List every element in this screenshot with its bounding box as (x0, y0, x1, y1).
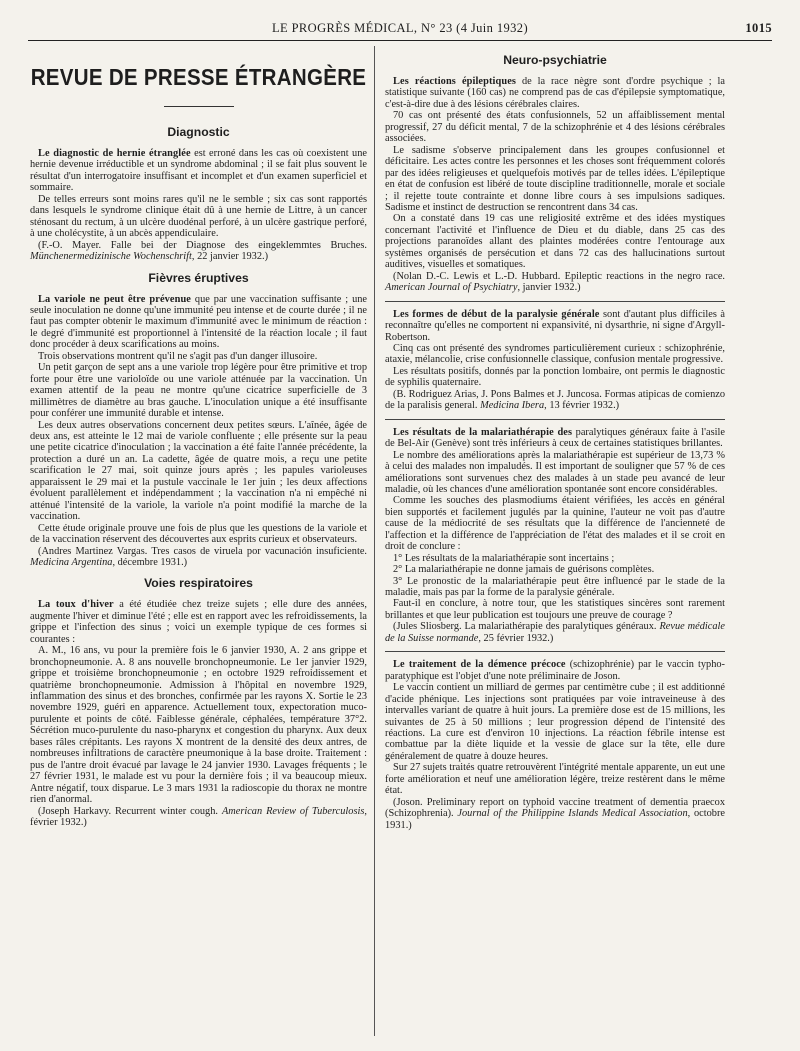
paragraph: 1° Les résultats de la malariathérapie sont incertains ; (393, 552, 615, 564)
paragraph: Les deux autres observations concernent deux petites sœurs. L'aînée, âgée de deux ans, est atteinte le 12 mai de variole confluente ; elle présente sur la peau une petite cicatrice d'inoculation ; la vaccination a été faite l'année précédente, la protection a duré un an. La cadette, âgée de quatre mois, a reçu une petite scarification le 27 mai, soit quinze jours après ; les papules varioleuses apparaissent le 29 mai et la pustule vaccinale le 1er juin ; les deux affections évoluent parallèlement et indépendamment ; la vaccination n'a ni empêché ni atténué l'intensité de la variole, la variole n'a point modifié la marche de la vaccination. (30, 419, 367, 523)
paragraph: Les résultats positifs, donnés par la ponction lombaire, ont permis le diagnostic de syphilis quaternaire. (385, 365, 725, 389)
heading-voies-respiratoires: Voies respiratoires (144, 576, 253, 591)
running-title: LE PROGRÈS MÉDICAL, N° 23 (4 Juin 1932) (271, 21, 529, 35)
running-header (28, 18, 772, 41)
reference: (Jules Sliosberg. La malariathérapie des paralytiques généraux. Revue médicale de la Suisse normande, 25 février 1932.) (385, 621, 726, 644)
heading-diagnostic: Diagnostic (167, 125, 230, 139)
heading-fievres: Fièvres éruptives (148, 270, 249, 285)
paragraph: Sur 27 sujets traités quatre retrouvèrent l'intégrité mentale apparente, un eut une forte amélioration et neuf une amélioration légère, treize restèrent dans le même état. (385, 762, 725, 797)
reference: (Nolan D.-C. Lewis et L.-D. Hubbard. Epileptic reactions in the negro race. American Journal of Psychiatry, janvier 1932.) (385, 270, 725, 294)
paragraph: Un petit garçon de sept ans a une variole trop légère pour être primitive et trop forte pour être une varioloïde ou une variole atténuée par la vaccination. Un examen attentif de la peau ne montre qu'une cicatrice superficielle de 3 millimètres de diamètre au bras gauche. L'inoculation unique a été insuffisante pour conférer une immunité durable et intense. (30, 362, 367, 420)
lead-words: Les formes de début de la paralysie générale (393, 308, 600, 320)
paragraph: 70 cas ont présenté des états confusionnels, 52 un affaiblissement mental progressif, 27 du déficit mental, 7 de la schizophrénie et 4 des lésions cérébrales associées. (385, 110, 725, 145)
lead-words: Le traitement de la démence précoce (393, 659, 566, 671)
lead-words: La toux d'hiver (38, 599, 114, 611)
paragraph: Comme les souches des plasmodiums étaient vérifiées, les accès en général bien supportés et facilement jugulés par la quinine, l'auteur ne voit pas d'autre cause de la médiocrité de ses résultats que la différence de l'ancienneté de l'affection et la différence de l'appréciation de l'état des malades et il se croit en droit de conclure : (385, 495, 725, 553)
lead-words: Les réactions épileptiques (393, 76, 517, 87)
reference: (Joson. Preliminary report on typhoid vaccine treatment of dementia praecox (Schizophrenia). Journal of the Philippine Islands Medical Association, octobre 1931.) (385, 796, 725, 831)
column-divider (374, 46, 375, 1036)
reference: (B. Rodriguez Arias, J. Pons Balmes et J. Juncosa. Formas atipicas de comienzo de la paralisis general. Medicina Ibera, 13 février 1932.) (385, 388, 725, 412)
paragraph: Trois observations montrent qu'il ne s'agit pas d'un danger illusoire. (38, 350, 318, 362)
title-divider (164, 106, 234, 107)
paragraph: Les résultats de la malariathérapie des paralytiques généraux faite à l'asile de Bel-Air (Genève) sont très inférieurs à ceux de certaines statistiques brillantes. (385, 426, 725, 450)
paragraph: Les formes de début de la paralysie générale sont d'autant plus difficiles à reconnaître qu'elles ne comportent ni expansivité, ni dysarthrie, ni signe d'Argyll-Robertson. (385, 308, 725, 343)
journal-title: Medicina Argentina (30, 556, 113, 568)
lead-words: Les résultats de la malariathérapie des (393, 426, 573, 438)
page-number: 1015 (745, 21, 772, 35)
article-divider (385, 651, 725, 652)
article-divider (385, 301, 725, 302)
paragraph: Le diagnostic de hernie étranglée est erroné dans les cas où coexistent une hernie devenue irréductible et un syndrome abdominal ; il se fait plus souvent le résultat d'un interrogatoire insuffisant et incomplet et d'un examen superficiel et sommaire. (30, 148, 367, 194)
paragraph: 2° La malariathérapie ne donne jamais de guérisons complètes. (393, 564, 655, 576)
paragraph: A. M., 16 ans, vu pour la première fois le 6 janvier 1930, A. 2 ans grippe et bronchopneumonie. A. 8 ans nouvelle bronchopneumonie. Le 1er janvier 1929, grippe et troisième bronchopneumonie ; en octobre 1929 refroidissement et quatrième bronchopneumonie. Admission à l'hôpital en novembre 1929, inflammation des sinus et des bronches, confirmée par les rayons X. Sortie le 23 novembre 1929, guéri en apparence. Actuellement toux, expectoration muco-purulente et points de côté. Faiblesse générale, céphalées, température 37°2. Sécrétion muco-purulente du naso-pharynx et congestion du pharynx. Aux deux bases râles crépitants. Les rayons X montrent de la densité des deux antres, de nombreuses infiltrations de caractère pneumonique à la base droite. Traitement : pus de l'antre droit évacué par lavage le 24 janvier 1930. Lavages fréquents ; le 27 février 1931, le malade est vu pour la dernière fois ; il va beaucoup mieux. Antre négatif, toux disparue. Le 3 mars 1931 la radioscopie du thorax ne montre rien d'anormal. (30, 645, 367, 806)
paragraph: 3° Le pronostic de la malariathérapie peut être influencé par le stade de la maladie, mais pas par la forme de la paralysie générale. (385, 575, 725, 599)
journal-title: Medicina Ibera (480, 400, 545, 412)
paragraph: Le traitement de la démence précoce (schizophrénie) par le vaccin typho-paratyphique est l'objet d'une note préliminaire de Joson. (385, 659, 725, 682)
article-divider (385, 419, 725, 420)
paragraph: Les réactions épileptiques de la race nègre sont d'ordre psychique ; la statistique suivante (160 cas) ne comprend pas de cas d'épilepsie symptomatique, c'est-à-dire due à des lésions cérébrales claires. (385, 76, 725, 110)
paragraph: Faut-il en conclure, à notre tour, que les statistiques sincères sont rarement brillantes et que leur publication est toujours une preuve de courage ? (385, 598, 725, 621)
lead-words: Le diagnostic de hernie étranglée (38, 148, 191, 159)
reference: (F.-O. Mayer. Falle bei der Diagnose des eingeklemmtes Bruches. Münchenermedizinische Wochenschrift, 22 janvier 1932.) (30, 239, 367, 263)
paragraph: Le nombre des améliorations après la malariathérapie est supérieur de 13,73 % à celui des malades non impaludés. Il est important de souligner que 57 % de ces améliorations sont survenues chez des malades à un stade peu avancé de leur maladie, où les chances d'une amélioration spontanée sont encore considérables. (385, 449, 725, 495)
paragraph: De telles erreurs sont moins rares qu'il ne le semble ; six cas sont rapportés dans lesquels le syndrome clinique était dû à une hernie de Littre, à un cancer sténosant du rectum, à un ulcère duodénal perforé, à un ulcère gastrique perforé, à une cholécystite, à un abcès appendiculaire. (30, 193, 367, 240)
paragraph: Le vaccin contient un milliard de germes par centimètre cube ; il est additionné d'acide phénique. Les injections sont pratiquées par voie intraveineuse à des intervalles variant de quatre à huit jours. La première dose est de 15 millions, les suivantes de 25 à 50 millions ; leur progression dépend de l'intensité des réactions. La cure est d'environ 10 injections. La réaction fébrile intense est combattue par la diète liquide et la vessie de glace sur la tête, elle dure généralement de quatre à douze heures. (385, 682, 725, 762)
heading-neuro-psychiatrie: Neuro-psychiatrie (503, 53, 607, 67)
lead-words: La variole ne peut être prévenue (38, 293, 192, 305)
section-title: REVUE DE PRESSE ÉTRANGÈRE (30, 64, 367, 91)
paragraph: La variole ne peut être prévenue que par une vaccination suffisante ; une seule inoculation ne donne qu'une immunité peu intense et de courte durée ; il ne faut pas compter obtenir le maximum d'immunité avec le minimum de réaction : le degré d'immunité est proportionnel à l'intensité de la réaction locale ; il faut donc procéder à deux scarifications au moins. (30, 293, 368, 351)
journal-title: American Review of Tuberculosis (221, 805, 365, 817)
right-column (385, 48, 725, 833)
paragraph: Cette étude originale prouve une fois de plus que les questions de la variole et de la vaccination réservent des découvertes aux esprits curieux et observateurs. (30, 522, 367, 546)
left-column (30, 48, 367, 830)
paragraph: On a constaté dans 19 cas une religiosité extrême et des idées mystiques concernant l'activité et l'influence de Dieu et du diable, dans 25 cas des projections paranoïdes allant des plaintes modérées contre l'entourage aux systèmes organisés de persécution et dans 72 cas des hallucinations surtout auditives, visuelles et somatiques. (385, 213, 725, 271)
paragraph: Le sadisme s'observe principalement dans les groupes confusionnel et déficitaire. Les actes contre les personnes et les choses sont fréquemment colorés par des idées religieuses et quelquefois motivés par de telles idées. L'épileptique en état de confusion est libéré de toute discipline traditionnelle, morale et sociale ; il rejette toute contrainte et donne libre cours à ses impulsions sadiques. Sadisme et instinct de destruction se rencontrent dans 34 cas. (385, 144, 725, 213)
journal-title: Revue médicale de la Suisse normande (385, 621, 726, 644)
reference: (Andres Martinez Vargas. Tres casos de viruela por vacunación insuficiente. Medicina Argentina, décembre 1931.) (30, 545, 367, 568)
journal-title: Journal of the Philippine Islands Medical Association (457, 808, 688, 820)
journal-title: American Journal of Psychiatry (385, 282, 518, 294)
paragraph: Cinq cas ont présenté des syndromes particulièrement curieux : schizophrénie, ataxie, mélancolie, crise confusionnelle classique, confusion mentale progressive. (385, 342, 725, 366)
reference: (Joseph Harkavy. Recurrent winter cough. American Review of Tuberculosis, février 1932.) (30, 805, 367, 829)
journal-title: Münchenermedizinische Wochenschrift (30, 251, 192, 263)
paragraph: La toux d'hiver a été étudiée chez treize sujets ; elle dure des années, augmente l'hiver et diminue l'été ; elle est en rapport avec les refroidissements, la grippe et l'infection des sinus ; voici un exemple typique de ces formes si courantes : (30, 599, 367, 645)
